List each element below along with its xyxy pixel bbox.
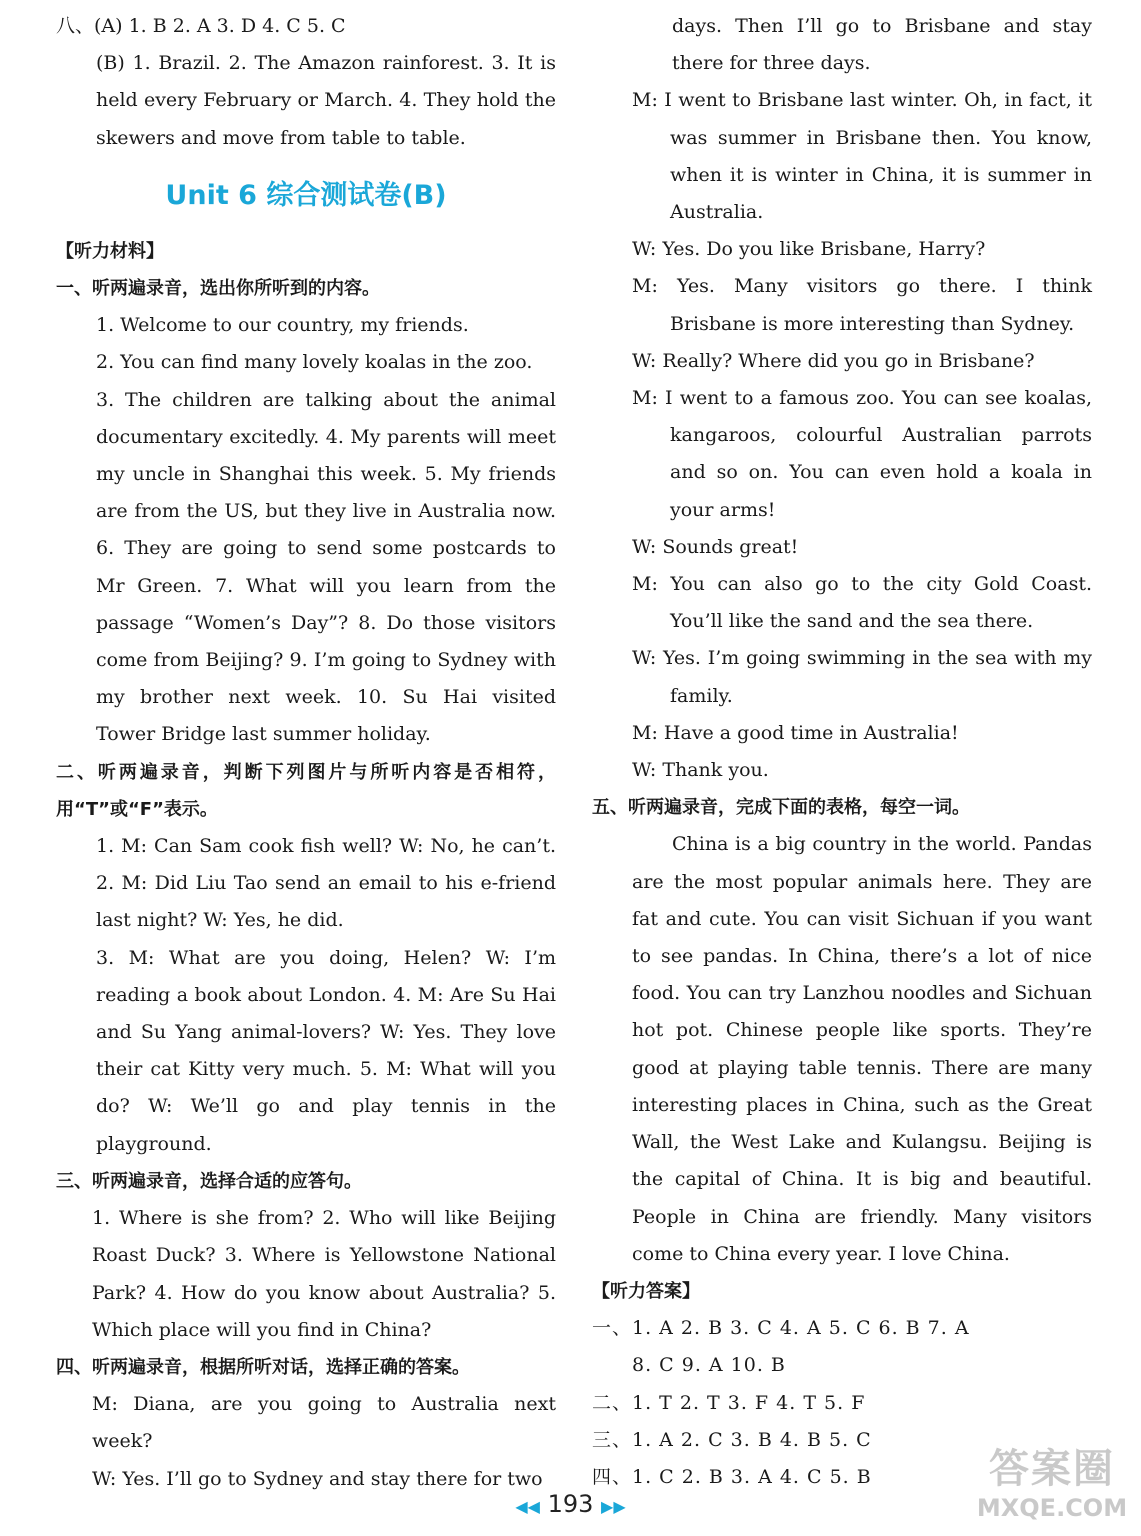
page-number: 193 xyxy=(547,1490,594,1518)
previous-page-icon[interactable]: ◀◀ xyxy=(515,1497,540,1516)
dialogue-line: M: I went to Brisbane last winter. Oh, in fact, it was summer in Brisbane then. You know, when it is winter in China, it is summer in Australia. xyxy=(632,89,1092,224)
dialogue-line: W: Sounds great! xyxy=(632,535,799,558)
section-1-heading: 一、听两遍录音，选出你所听到的内容。 xyxy=(56,278,380,300)
dialogue-line: M: Yes. Many visitors go there. I think Brisbane is more interesting than Sydney. xyxy=(632,275,1092,335)
section-5-passage: China is a big country in the world. Pandas are the most popular animals here. They are fat and cute. You can visit Sichuan if you want to see pandas. In China, there’s a lot of nice food. You can try Lanzhou noodles and Sichuan hot pot. Chinese people like sports. They’re good at playing table tennis. There are many interesting places in China, such as the Great Wall, the West Lake and Kulangsu. Beijing is the capital of China. It is big and beautiful. People in China are friendly. Many visitors come to China every year. I love China. xyxy=(632,833,1092,1265)
section-2-item: 3. M: What are you doing, Helen? W: I’m reading a book about London. 4. M: Are Su Hai and Su Yang animal-lovers? W: Yes. They love their cat Kitty very much. 5. M: What will you do? W: We’ll go and play tennis in the playground. xyxy=(96,946,556,1155)
section-3-item: 1. Where is she from? 2. Who will like Beijing Roast Duck? 3. Where is Yellowstone National Park? 4. How do you know about Australia? 5. Which place will you find in China? xyxy=(92,1207,556,1341)
section-3-heading: 三、听两遍录音，选择合适的应答句。 xyxy=(56,1170,362,1192)
unit-title: Unit 6 综合测试卷(B) xyxy=(165,179,447,211)
answer-row: 三、1. A 2. C 3. B 4. B 5. C xyxy=(592,1428,872,1451)
left-column xyxy=(56,8,556,1498)
section-1-item: 3. The children are talking about the animal documentary excitedly. 4. My parents will meet my uncle in Shanghai this week. 5. My friends are from the US, but they live in Australia now. 6. They are going to send some postcards to Mr Green. 7. What will you learn from the passage “Women’s Day”? 8. Do those visitors come from Beijing? 9. I’m going to Sydney with my brother next week. 10. Su Hai visited Tower Bridge last summer holiday. xyxy=(96,388,556,746)
section-2-item: 1. M: Can Sam cook fish well? W: No, he can’t. 2. M: Did Liu Tao send an email to his e-friend last night? W: Yes, he did. xyxy=(96,835,556,932)
answer-row: 二、1. T 2. T 3. F 4. T 5. F xyxy=(592,1391,866,1414)
dialogue-line: W: Yes. I’m going swimming in the sea with my family. xyxy=(632,647,1092,707)
answer-row: 8. C 9. A 10. B xyxy=(632,1354,786,1377)
dialogue-line: M: You can also go to the city Gold Coast. You’ll like the sand and the sea there. xyxy=(632,573,1092,633)
section-1-item: 2. You can find many lovely koalas in the zoo. xyxy=(96,351,533,374)
answer-line-8a: 八、(A) 1. B 2. A 3. D 4. C 5. C xyxy=(56,15,346,37)
materials-header: 【听力材料】 xyxy=(56,240,164,262)
answer-row: 一、1. A 2. B 3. C 4. A 5. C 6. B 7. A xyxy=(592,1317,970,1340)
dialogue-line: W: Really? Where did you go in Brisbane? xyxy=(632,349,1035,372)
section-5-heading: 五、听两遍录音，完成下面的表格，每空一词。 xyxy=(592,797,970,819)
answers-header: 【听力答案】 xyxy=(592,1280,700,1302)
watermark-url: MXQE.COM xyxy=(976,1494,1128,1522)
dialogue-line: W: Yes. I’ll go to Sydney and stay there for two xyxy=(92,1467,543,1490)
answer-line-8b: (B) 1. Brazil. 2. The Amazon rainforest. 3. It is held every February or March. 4. They hold the skewers and move from table to table. xyxy=(96,52,556,149)
dialogue-line: W: Thank you. xyxy=(632,759,769,782)
section-4-heading: 四、听两遍录音，根据所听对话，选择正确的答案。 xyxy=(56,1356,470,1378)
dialogue-line: M: Diana, are you going to Australia next week? xyxy=(92,1393,556,1453)
dialogue-line: W: Yes. Do you like Brisbane, Harry? xyxy=(632,238,986,261)
right-column xyxy=(592,8,1092,1496)
section-1-item: 1. Welcome to our country, my friends. xyxy=(96,314,469,337)
next-page-icon[interactable]: ▶▶ xyxy=(601,1497,626,1516)
watermark-text: 答案圈 xyxy=(989,1446,1115,1492)
dialogue-line: M: I went to a famous zoo. You can see koalas, kangaroos, colourful Australian parrots and so on. You can even hold a koala in your arms! xyxy=(632,387,1092,521)
dialogue-line: days. Then I’ll go to Brisbane and stay there for three days. xyxy=(672,15,1092,75)
section-2-heading: 二、听两遍录音，判断下列图片与所听内容是否相符，用“T”或“F”表示。 xyxy=(56,761,556,820)
answer-row: 四、1. C 2. B 3. A 4. C 5. B xyxy=(592,1465,872,1488)
dialogue-line: M: Have a good time in Australia! xyxy=(632,721,959,744)
watermark-logo xyxy=(968,1445,1136,1531)
